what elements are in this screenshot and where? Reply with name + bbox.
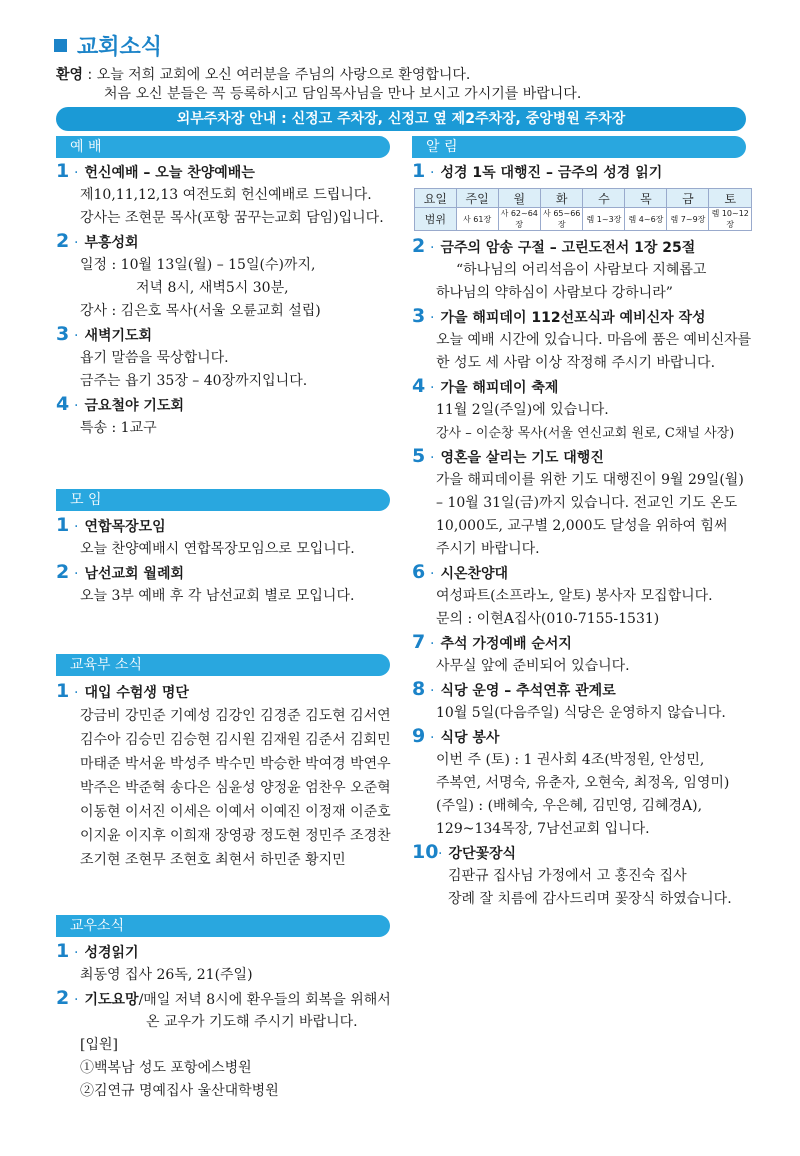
item-title: 대입 수험생 명단 <box>84 685 189 701</box>
gathering-item-1: 1 · 연합목장모임 오늘 찬양예배시 연합목장모임으로 모입니다. <box>56 514 396 561</box>
item-title: 영혼을 살리는 기도 대행진 <box>440 450 604 466</box>
item-line: ①백복남 성도 포항에스병원 <box>80 1060 252 1076</box>
worship-item-1: 1 · 헌신예배 – 오늘 찬양예배는 제10,11,12,13 여전도회 헌신예배로 드립니다. 강사는 조현문 목사(포항 꿈꾸는교회 담임)입니다. <box>56 160 396 230</box>
item-line: 강사는 조현문 목사(포항 꿈꾸는교회 담임)입니다. <box>80 210 384 226</box>
item-number: 1 <box>56 680 70 702</box>
item-line: 욥기 말씀을 묵상합니다. <box>80 350 229 366</box>
item-line: 최동영 집사 26독, 21(주일) <box>80 967 253 983</box>
item-line: 장례 잘 치름에 감사드리며 꽃장식 하였습니다. <box>448 891 732 907</box>
notice-item-6: 6 · 시온찬양대 여성파트(소프라노, 알토) 봉사자 모집합니다. 문의 : 이현A집사(010-7155-1531) <box>412 561 752 631</box>
item-title: 성경읽기 <box>84 945 139 961</box>
item-number: 8 <box>412 678 426 700</box>
item-title: 시온찬양대 <box>440 566 509 582</box>
square-bullet-icon <box>54 39 67 52</box>
schedule-day-cell: 주일 <box>456 189 498 208</box>
item-number: 7 <box>412 631 426 653</box>
item-number: 2 <box>56 987 70 1009</box>
student-names-line: 이지윤 이지후 이희재 장영광 정도현 정민주 조경찬 <box>80 828 391 844</box>
schedule-day-cell: 화 <box>540 189 582 208</box>
members-item-1: 1 · 성경읽기 최동영 집사 26독, 21(주일) <box>56 940 396 987</box>
schedule-range-cell: 렘 4~6장 <box>625 208 667 231</box>
item-number: 1 <box>56 940 70 962</box>
welcome-line-1: : 오늘 저희 교회에 오신 여러분을 주님의 사랑으로 환영합니다. <box>87 67 471 83</box>
item-line: “하나님의 어리석음이 사람보다 지혜롭고 <box>456 262 707 278</box>
item-line: 특송 : 1교구 <box>80 420 157 436</box>
item-title: 추석 가정예배 순서지 <box>440 636 572 652</box>
section-header-worship: 예 배 <box>56 136 390 158</box>
section-header-members: 교우소식 <box>56 915 390 937</box>
item-number: 2 <box>56 561 70 583</box>
item-title-rest: /매일 저녁 8시에 환우들의 회복을 위해서 <box>138 992 391 1008</box>
item-line: 10월 5일(다음주일) 식당은 운영하지 않습니다. <box>436 705 726 721</box>
item-title: 새벽기도회 <box>84 328 153 344</box>
schedule-day-cell: 수 <box>583 189 625 208</box>
item-number: 4 <box>412 375 426 397</box>
item-line: 강사 – 이순창 목사(서울 연신교회 원로, C채널 사장) <box>436 426 735 441</box>
item-line: 10,000도, 교구별 2,000도 달성을 위하여 힘써 <box>436 518 728 534</box>
item-line: 129~134목장, 7남선교회 입니다. <box>436 821 650 837</box>
item-number: 1 <box>56 160 70 182</box>
schedule-day-cell: 월 <box>498 189 540 208</box>
item-line: 11월 2일(주일)에 있습니다. <box>436 402 609 418</box>
item-title: 가을 해피데이 112선포식과 예비신자 작성 <box>440 310 706 326</box>
item-line: 일정 : 10월 13일(월) – 15일(수)까지, <box>80 257 316 273</box>
education-item-1: 1 · 대입 수험생 명단 강금비 강민준 기예성 김강인 김경준 김도현 김서연 김수아 김승민 김승현 김시원 김재원 김준서 김회민 마태준 박서윤 박성주 박수민 박승한 박여경 박연우 박주은 박준혁 송다은 심윤성 양정윤 엄찬우 오준혁 이동현 이서진 이세은 이예서 이예진 이정재 이준호 이지윤 이지후 이희재 장영광 정도현 정민주 조경찬 조기현 조현무 조현호 최현서 하민준 황지민 <box>56 680 396 872</box>
item-line: 온 교우가 기도해 주시기 바랍니다. <box>146 1014 358 1030</box>
page-title-text: 교회소식 <box>77 35 163 60</box>
item-number: 4 <box>56 393 70 415</box>
item-line: 여성파트(소프라노, 알토) 봉사자 모집합니다. <box>436 588 713 604</box>
page-title <box>54 30 162 61</box>
item-title: 부흥성회 <box>84 235 139 251</box>
section-header-gathering: 모 임 <box>56 489 390 511</box>
item-line: 주시기 바랍니다. <box>436 541 540 557</box>
item-number: 1 <box>412 160 426 182</box>
item-line: (주일) : (배혜숙, 우은혜, 김민영, 김혜경A), <box>436 798 703 814</box>
gathering-item-2: 2 · 남선교회 월례회 오늘 3부 예배 후 각 남선교회 별로 모입니다. <box>56 561 396 608</box>
student-names-line: 마태준 박서윤 박성주 박수민 박승한 박여경 박연우 <box>80 756 391 772</box>
item-title: 강단꽃장식 <box>448 846 517 862</box>
item-number: 9 <box>412 725 426 747</box>
item-line: 강사 : 김은호 목사(서울 오륜교회 설립) <box>80 303 321 319</box>
item-line: 저녁 8시, 새벽5시 30분, <box>136 280 289 296</box>
schedule-range-cell: 범위 <box>415 208 457 231</box>
item-title: 가을 해피데이 축제 <box>440 380 559 396</box>
item-line: 한 성도 세 사람 이상 작정해 주시기 바랍니다. <box>436 355 716 371</box>
notice-item-1: 1 · 성경 1독 대행진 – 금주의 성경 읽기 요일 주일 월 화 수 목 금 토 범위 사 61장 사 62~64장 사 65~66장 렘 1~3장 렘 4~6장 렘 7~9장 렘 10~12장 <box>412 160 752 231</box>
item-title: 금주의 암송 구절 – 고린도전서 1장 25절 <box>440 240 696 256</box>
item-title: 기도요망 <box>84 992 139 1008</box>
notice-item-5: 5 · 영혼을 살리는 기도 대행진 가을 해피데이를 위한 기도 대행진이 9월 29일(월) – 10월 31일(금)까지 있습니다. 전교인 기도 온도 10,000도, 교구별 2,000도 달성을 위하여 힘써 주시기 바랍니다. <box>412 445 752 561</box>
education-section <box>56 680 396 872</box>
item-number: 1 <box>56 514 70 536</box>
schedule-day-cell: 토 <box>709 189 752 208</box>
members-item-2: 2 · 기도요망 /매일 저녁 8시에 환우들의 회복을 위해서 온 교우가 기도해 주시기 바랍니다. [입원] ①백복남 성도 포항에스병원 ②김연규 명예집사 울산대학병원 <box>56 987 396 1103</box>
item-title: 남선교회 월례회 <box>84 566 184 582</box>
student-names-line: 박주은 박준혁 송다은 심윤성 양정윤 엄찬우 오준혁 <box>80 780 391 796</box>
worship-item-3: 3 · 새벽기도회 욥기 말씀을 묵상합니다. 금주는 욥기 35장 – 40장까지입니다. <box>56 323 396 393</box>
item-title: 식당 운영 – 추석연휴 관계로 <box>440 683 616 699</box>
item-number: 3 <box>56 323 70 345</box>
gathering-section <box>56 514 396 608</box>
item-line: 이번 주 (토) : 1 권사회 4조(박정원, 안성민, <box>436 752 705 768</box>
notice-item-7: 7 · 추석 가정예배 순서지 사무실 앞에 준비되어 있습니다. <box>412 631 752 678</box>
item-number: 2 <box>56 230 70 252</box>
item-number: 2 <box>412 235 426 257</box>
notices-section <box>412 160 752 911</box>
student-names-line: 조기현 조현무 조현호 최현서 하민준 황지민 <box>80 852 346 868</box>
welcome-label: 환영 <box>56 67 84 83</box>
section-header-education: 교육부 소식 <box>56 654 390 676</box>
item-number: 5 <box>412 445 426 467</box>
bible-reading-schedule <box>414 188 752 231</box>
welcome-note <box>56 66 581 104</box>
item-line: 사무실 앞에 준비되어 있습니다. <box>436 658 630 674</box>
section-header-notices: 알 림 <box>412 136 746 158</box>
notice-item-4: 4 · 가을 해피데이 축제 11월 2일(주일)에 있습니다. 강사 – 이순창 목사(서울 연신교회 원로, C채널 사장) <box>412 375 752 445</box>
schedule-range-cell: 사 61장 <box>456 208 498 231</box>
schedule-day-cell: 요일 <box>415 189 457 208</box>
notice-item-10: 10 · 강단꽃장식 김판규 집사님 가정에서 고 홍진숙 집사 장례 잘 치름에 감사드리며 꽃장식 하였습니다. <box>412 841 752 911</box>
student-names-line: 강금비 강민준 기예성 김강인 김경준 김도현 김서연 <box>80 708 391 724</box>
item-title: 식당 봉사 <box>440 730 500 746</box>
student-names-line: 이동현 이서진 이세은 이예서 이예진 이정재 이준호 <box>80 804 391 820</box>
item-title: 헌신예배 – 오늘 찬양예배는 <box>84 165 255 181</box>
item-line: – 10월 31일(금)까지 있습니다. 전교인 기도 온도 <box>436 495 738 511</box>
item-line: 오늘 예배 시간에 있습니다. 마음에 품은 예비신자를 <box>436 332 752 348</box>
item-number: 3 <box>412 305 426 327</box>
item-title: 연합목장모임 <box>84 519 166 535</box>
notice-item-2: 2 · 금주의 암송 구절 – 고린도전서 1장 25절 “하나님의 어리석음이 사람보다 지혜롭고 하나님의 약하심이 사람보다 강하니라” <box>412 235 752 305</box>
student-names-line: 김수아 김승민 김승현 김시원 김재원 김준서 김회민 <box>80 732 391 748</box>
schedule-range-cell: 렘 1~3장 <box>583 208 625 231</box>
item-line: ②김연규 명예집사 울산대학병원 <box>80 1083 279 1099</box>
item-line: 금주는 욥기 35장 – 40장까지입니다. <box>80 373 308 389</box>
parking-banner: 외부주차장 안내 : 신정고 주차장, 신정고 옆 제2주차장, 중앙병원 주차장 <box>56 107 746 131</box>
item-line: 오늘 3부 예배 후 각 남선교회 별로 모입니다. <box>80 588 355 604</box>
worship-section <box>56 160 396 440</box>
schedule-range-cell: 사 62~64장 <box>498 208 540 231</box>
item-line: 가을 해피데이를 위한 기도 대행진이 9월 29일(월) <box>436 472 744 488</box>
schedule-day-cell: 목 <box>625 189 667 208</box>
notice-item-3: 3 · 가을 해피데이 112선포식과 예비신자 작성 오늘 예배 시간에 있습니다. 마음에 품은 예비신자를 한 성도 세 사람 이상 작정해 주시기 바랍니다. <box>412 305 752 375</box>
schedule-range-cell: 렘 7~9장 <box>667 208 709 231</box>
item-title: 금요철야 기도회 <box>84 398 184 414</box>
item-title: 성경 1독 대행진 – 금주의 성경 읽기 <box>440 165 663 181</box>
notice-item-8: 8 · 식당 운영 – 추석연휴 관계로 10월 5일(다음주일) 식당은 운영하지 않습니다. <box>412 678 752 725</box>
schedule-day-cell: 금 <box>667 189 709 208</box>
schedule-range-cell: 렘 10~12장 <box>709 208 752 231</box>
item-line: 하나님의 약하심이 사람보다 강하니라” <box>436 285 673 301</box>
members-section <box>56 940 396 1103</box>
item-line: 오늘 찬양예배시 연합목장모임으로 모입니다. <box>80 541 355 557</box>
item-line: 주복연, 서명숙, 유춘자, 오현숙, 최정옥, 임영미) <box>436 775 730 791</box>
item-line: [입원] <box>80 1037 118 1053</box>
item-line: 김판규 집사님 가정에서 고 홍진숙 집사 <box>448 868 687 884</box>
item-number: 6 <box>412 561 426 583</box>
worship-item-2: 2 · 부흥성회 일정 : 10월 13일(월) – 15일(수)까지, 저녁 8시, 새벽5시 30분, 강사 : 김은호 목사(서울 오륜교회 설립) <box>56 230 396 323</box>
notice-item-9: 9 · 식당 봉사 이번 주 (토) : 1 권사회 4조(박정원, 안성민, 주복연, 서명숙, 유춘자, 오현숙, 최정옥, 임영미) (주일) : (배혜숙, 우은혜, 김민영, 김혜경A), 129~134목장, 7남선교회 입니다. <box>412 725 752 841</box>
item-number: 10 <box>412 841 439 863</box>
item-line: 제10,11,12,13 여전도회 헌신예배로 드립니다. <box>80 187 372 203</box>
schedule-range-cell: 사 65~66장 <box>540 208 582 231</box>
welcome-line-2: 처음 오신 분들은 꼭 등록하시고 담임목사님을 만나 보시고 가시기를 바랍니다. <box>104 86 582 102</box>
item-line: 문의 : 이현A집사(010-7155-1531) <box>436 611 660 627</box>
worship-item-4: 4 · 금요철야 기도회 특송 : 1교구 <box>56 393 396 440</box>
